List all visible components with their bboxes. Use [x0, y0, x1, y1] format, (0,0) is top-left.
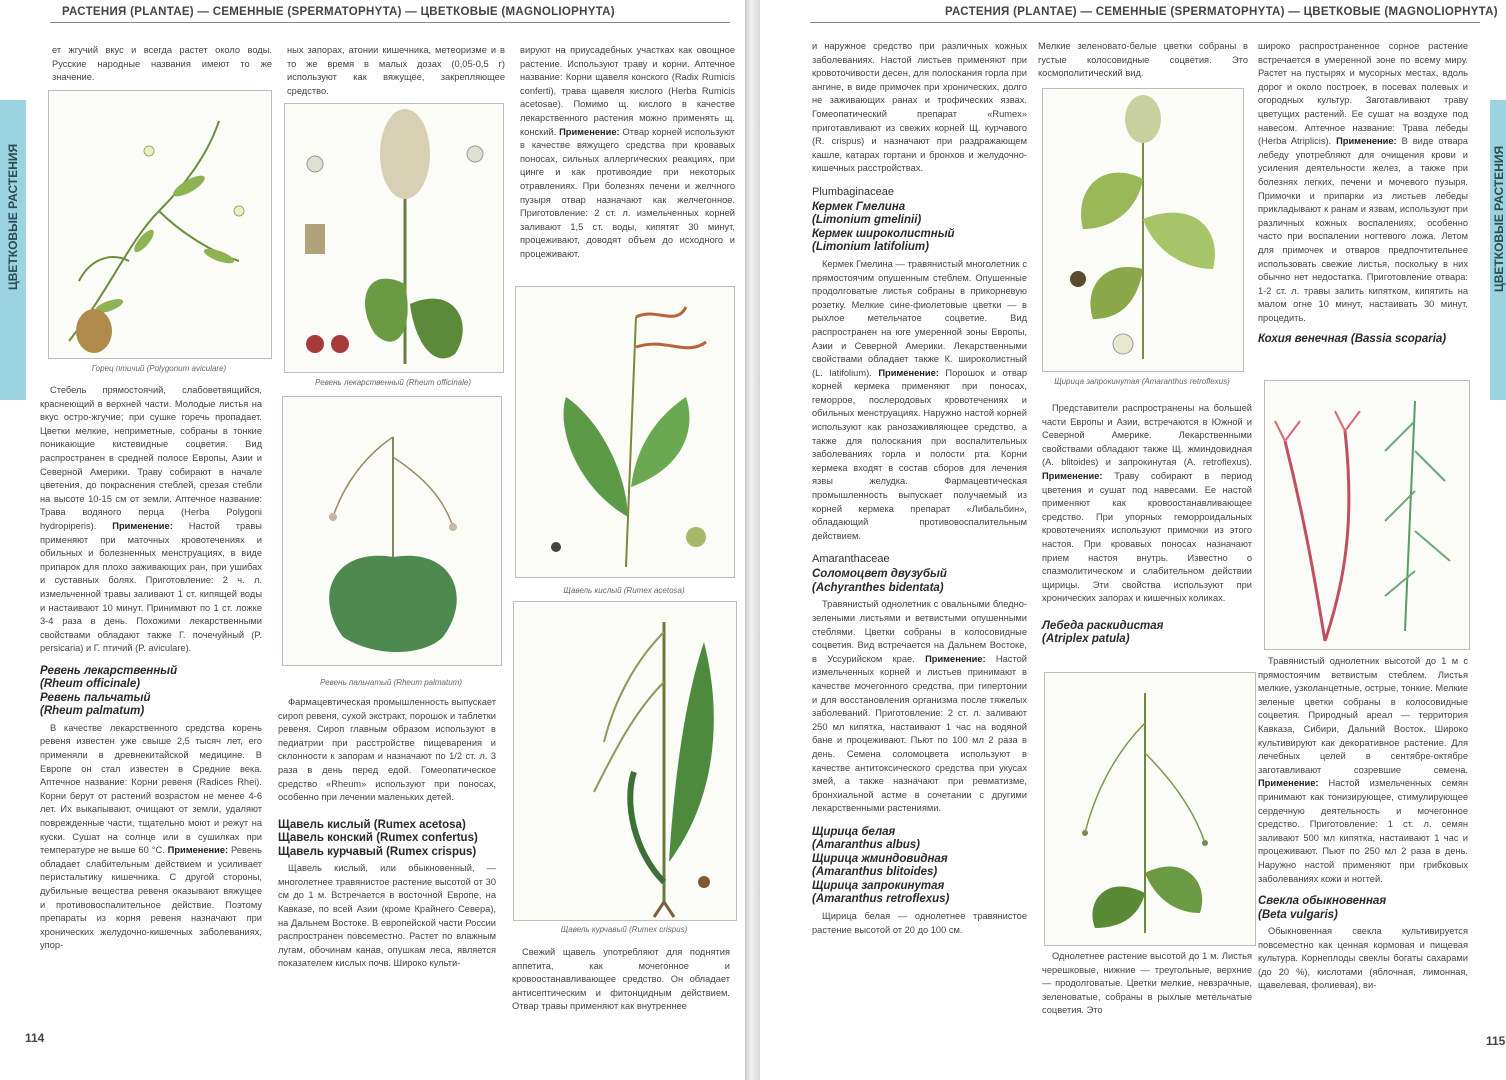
illustration-amaranthus — [1042, 88, 1244, 372]
section-heading: Кермек Гмелина (Limonium gmelinii) Кермек широколистный (Limonium latifolium) — [812, 200, 955, 254]
section-heading: Ревень лекарственный (Rheum officinale) Ревень пальчатый (Rheum palmatum) — [40, 664, 178, 718]
illustration-atriplex — [1044, 672, 1256, 946]
left-col-1 — [52, 44, 272, 85]
section-heading: Щирица белая (Amaranthus albus) Щирица жминдовидная (Amaranthus blitoides) Щирица запрокинутая (Amaranthus retroflexus) — [812, 825, 950, 906]
figure-caption: Щавель кислый (Rumex acetosa) — [563, 586, 685, 595]
figure-caption: Горец птичий (Polygonum aviculare) — [91, 364, 227, 373]
right-col-1 — [812, 40, 1027, 937]
paragraph: ных запорах, атонии кишечника, метеоризме и в то же время в малых дозах (0,05-0,5 г) используют как вяжущее, закрепляющее средство. — [287, 45, 505, 96]
paragraph: Стебель прямостоячий, слабоветвящийся, краснеющий в верхней части. Молодые листья на вкус остро-жгучие; при сушке горечь пропадает. Цветки мелкие, неприметные, собраны в тонкие поникающие кистевидные соцветия. Вид распространен в средней полосе Европы, Азии и Северной Америки. Траву собирают в начале цветения, до покраснения стеблей, срезая стебли на высоте 10-15 см от земли. Аптечное название: Трава водяного перца (Herba Polygoni hydropiperis). Применение: Настой травы применяют при маточных кровотечениях и обильных и болезненных менструациях, в виде припарок для плохо заживающих ран, при ушибах и суставных болях. Приготовление: 2 ч. л. измельченной травы заливают 1 ст. кипящей воды и настаивают 10 минут. Принимают по 1 ст. ложке 3-4 раза в день. Похожими лекарственными свойствами обладают также Г. почечуйный (P. persicaria) и Г. птичий (P. aviculare). — [40, 385, 262, 654]
section-heading: Свекла обыкновенная (Beta vulgaris) — [1258, 895, 1387, 921]
paragraph: В качестве лекарственного средства корень ревеня известен уже свыше 2,5 тысяч лет, его применяли в древнекитайской медицине. В Европе он стал известен в Средние века. Аптечное название: Корни ревеня (Radices Rhei). Корни берут от растений возрастом не менее 4-6 лет. Их выкапывают, очищают от земли, удаляют поврежденные части, тщательно моют и режут на куски. Сушат на солнце или в сушилках при температуре не выше 60 °С. Применение: Ревень обладает слабительным действием и усиливает перистальтику кишечника. С другой стороны, дубильные вещества ревеня оказывают вяжущее и противовоспалительное действие. Поэтому препараты из корня ревеня назначают при хронических желудочно-кишечных заболеваниях, упор- — [40, 722, 262, 951]
left-col-3-body — [512, 946, 730, 1014]
left-page — [0, 0, 745, 1080]
right-col-2-body — [1042, 402, 1252, 650]
illustration-polygonum — [48, 90, 272, 359]
paragraph: Фармацевтическая промышленность выпускает сироп ревеня, сухой экстракт, порошок и таблетки ревеня. Сироп главным образом используют в педиатрии при расстройстве пищеварения и склонности к запорам и назначают по 1/2 ст. л. 3 раза в день перед едой. Гомеопатическое средство «Rheum» используют при поносах, особенно при лечении маленьких детей. — [278, 697, 496, 803]
section-heading: Кохия венечная (Bassia scoparia) — [1258, 333, 1447, 346]
left-col-1-body — [40, 384, 262, 953]
side-tab-label-left: ЦВЕТКОВЫЕ РАСТЕНИЯ — [6, 143, 20, 290]
paragraph: ет жгучий вкус и всегда растет около воды. Русские народные названия имеют то же значение. — [52, 45, 272, 83]
paragraph: вируют на приусадебных участках как овощное растение. Используют траву и корни. Аптечное название: Корни щавеля конского (Radix Rumicis conferti), трава щавеля кислого (Herba Rumicis acetosae). Помимо щ. кислого в качестве лекарственного растения можно применять щ. конский. Применение: Отвар корней используют в качестве вяжущего средства при кровавых поносах, сильных аллергических реакциях, при цинге и как противоядие при некоторых отравлениях. При болезнях печени и желчного пузыря отвар назначают как желчегонное. Приготовление: 2 ст. л. измельченных корней заливают 1,5 ст. воды, кипятят 30 минут, процеживают, доводят объем до исходного и процеживают. — [520, 45, 735, 259]
paragraph: Щирица белая — однолетнее травянистое растение высотой от 20 до 100 см. — [812, 910, 1027, 935]
right-page — [760, 0, 1506, 1080]
section-heading: Щавель кислый (Rumex acetosa) Щавель конский (Rumex confertus) Щавель курчавый (Rumex crispus) — [278, 818, 478, 858]
right-col-3 — [1258, 40, 1468, 350]
left-col-2-body — [278, 696, 496, 971]
figure-caption: Ревень лекарственный (Rheum officinale) — [314, 378, 471, 387]
running-header-right: РАСТЕНИЯ (PLANTAE) — СЕМЕННЫЕ (SPERMATOPHYTA) — ЦВЕТКОВЫЕ (MAGNOLIOPHYTA) — [945, 6, 1498, 18]
header-rule-right — [810, 22, 1480, 23]
section-heading: Лебеда раскидистая (Atriplex patula) — [1042, 619, 1164, 646]
running-header-left: РАСТЕНИЯ (PLANTAE) — СЕМЕННЫЕ (SPERMATOPHYTA) — ЦВЕТКОВЫЕ (MAGNOLIOPHYTA) — [62, 6, 615, 18]
left-col-2 — [287, 44, 505, 98]
paragraph: Свежий щавель употребляют для поднятия аппетита, как мочегонное и кровоостанавливающее средство. Он обладает антисептическим и фитонцидным действием. Отвар травы применяют как внутреннее — [512, 947, 730, 1012]
paragraph: Обыкновенная свекла культивируется повсеместно как ценная кормовая и пищевая культура. Корнеплоды свеклы богаты сахарами (до 20 %), кислотами (яблочная, лимонная, щавелевая, фолиевая), ви- — [1258, 926, 1468, 991]
illustration-rheum-palmatum — [282, 396, 502, 666]
page-number-right: 115 — [1486, 1034, 1506, 1048]
side-tab-label-right: ЦВЕТКОВЫЕ РАСТЕНИЯ — [1492, 145, 1506, 292]
figure-caption: Щавель курчавый (Rumex crispus) — [560, 925, 688, 934]
paragraph: и наружное средство при различных кожных заболеваниях. Настой листьев применяют при кровоточивости десен, для полоскания горла при ангине, в виде примочек при хронических, долго не заживающих ранах и трофических язвах. Гомеопатический препарат «Rumex» приготавливают из свежих корней Щ. курчавого (R. crispus) и назначают при раздражающем кашле, катарах гортани и бронхов и желудочно-кишечных расстройствах. — [812, 41, 1027, 174]
illustration-rumex-acetosa — [515, 286, 735, 578]
family-heading: Amaranthaceae — [812, 553, 890, 566]
paragraph: Травянистый однолетник высотой до 1 м с прямостоячим ветвистым стеблем. Листья мелкие, узколанцетные, острые, тонкие. Мелкие зеленые цветки собраны в колосовидные соцветия. Природный ареал — территория Кавказа, Сибири, Дальний Восток. Широко культивируют как декоративное растение. Для лечебных целей в сентябре-октябре заготавливают созревшие семена. Применение: Настой измельченных семян принимают как тонизирующее, стимулирующее сердечную деятельность и мочегонное средство. Приготовление: 1 ст. л. семян заливают 500 мл кипятка, настаивают 1 час и процеживают. Пьют по 250 мл 2 раза в день. Наружно настой применяют при грибковых заболеваниях кожи и ногтей. — [1258, 656, 1468, 884]
illustration-rumex-crispus — [513, 601, 737, 921]
paragraph: Щавель кислый, или обыкновенный, — многолетнее травянистое растение высотой от 30 см до 1 м. Встречается в восточной Европе, на Кавказе, по всей Азии (кроме Крайнего Севера), на Дальнем Востоке. В европейской части России распространен повсеместно. Растет по влажным лугам, обочинам канав, опушкам леса, является показателем кислых почв. Широко культи- — [278, 863, 496, 969]
paragraph: Представители распространены на большей части Европы и Азии, встречаются в Южной и Северной Америке. Лекарственными свойствами обладают также Щ. жминдовидная (A. blitoides) и запрокинутая (A. retroflexus). Применение: Траву собирают в период цветения и сушат под навесами. Ее настой применяют как кровоостанавливающее средство. При упорных геморроидальных кровотечениях используют примочки из этого настоя. При кровавых поносах назначают прием настоя внутрь. Известно о спазмолитическом и слабительном действии щирицы. Эти свойства используют при хронических запорах и кишечных коликах. — [1042, 403, 1252, 604]
paragraph: Мелкие зеленовато-белые цветки собраны в густые колосовидные соцветия. Это космополитический вид. — [1038, 41, 1248, 79]
right-col-2-body-2 — [1042, 950, 1252, 1018]
page-number-left: 114 — [25, 1031, 45, 1045]
figure-caption: Щирица запрокинутая (Amaranthus retroflexus) — [1054, 377, 1230, 386]
plant-drawing-icon — [49, 91, 271, 358]
paragraph: широко распространенное сорное растение встречается в умеренной зоне по всему миру. Растет на пустырях и мусорных местах, вдоль дорог и около построек, в посевах полевых и огородных культур. Заготавливают траву цветущих растений. Ее сушат на воздухе под навесом. Аптечное название: Трава лебеды (Herba Atriplicis). Применение: В виде отвара лебеду употребляют для очищения крови и усиления деятельности желез, а также при болезнях легких, печени и мочевого пузыря. Примочки и припарки из листьев лебеды прикладывают к ранам и язвам, используют при различных кожных воспалениях, особенно часто при воспалении ногтевого ложа. Летом для примочек и отваров предпочтительнее использовать свежие листья, поскольку в них обычно нет недостатка. Приготовление отвара: 1-2 ст. л. травы залить кипятком, кипятить на малом огне 10 минут, настаивать 30 минут, процедить. — [1258, 41, 1468, 323]
paragraph: Кермек Гмелина — травянистый многолетник с прямостоячим опушенным стеблем. Опушенные продолговатые листья собраны в прикорневую розетку. Мелкие сине-фиолетовые цветки — в рыхлое метельчатое соцветие. Вид распространен на юге умеренной зоны Европы, Азии и Северной Америки. Лекарственными свойствами обладает также К. широколистный (L. latifolium). Применение: Порошок и отвар корней кермека применяют при поносах, геморрое, послеродовых кровотечениях и обильных менструациях. Наружно настой корней используют как ранозаживляющее средство, а также для полоскания при воспалительных заболеваниях горла и полости рта. Корни кермека входят в состав сборов для лечения язвы желудка. Фармацевтическая промышленность выпускает получаемый из корней кермека препарат «Либальбин», обладающий противовоспалительным действием. — [812, 258, 1027, 541]
header-rule-left — [50, 22, 730, 23]
right-col-2 — [1038, 40, 1248, 81]
book-gutter — [745, 0, 760, 1080]
illustration-bassia — [1264, 380, 1470, 650]
left-col-3 — [520, 44, 735, 262]
paragraph: Однолетнее растение высотой до 1 м. Листья черешковые, нижние — треугольные, верхние — продолговатые. Цветки мелкие, невзрачные, зеленоватые, собраны в рыхлые метельчатые соцветия. Это — [1042, 951, 1252, 1016]
right-col-3-body — [1258, 655, 1468, 993]
section-heading: Соломоцвет двузубый (Achyranthes bidentata) — [812, 568, 947, 594]
family-heading: Plumbaginaceae — [812, 185, 894, 198]
paragraph: Травянистый однолетник с овальными бледно-зелеными листьями и ветвистыми опушенными стеблями. Цветки собраны в колосовидные соцветия. Вид встречается на Дальнем Востоке, в Уссурийском крае. Применение: Настой измельченных корней и листьев принимают в качестве мочегонного средства, при гипертонии и для восстановления организма после тяжелых заболеваний. Приготовление: 2 ст. л. заливают 250 мл кипятка, настаивают 1 час на водяной бане и процеживают. Пьют по 100 мл 2 раза в день. Семена соломоцвета используют в качестве антитоксического средства при укусах змей, а также назначают при ревматизме, бронхиальной астме в сочетании с другими лекарственными растениями. — [812, 599, 1027, 814]
figure-caption: Ревень пальчатый (Rheum palmatum) — [319, 678, 463, 687]
illustration-rheum-officinale — [284, 103, 504, 373]
